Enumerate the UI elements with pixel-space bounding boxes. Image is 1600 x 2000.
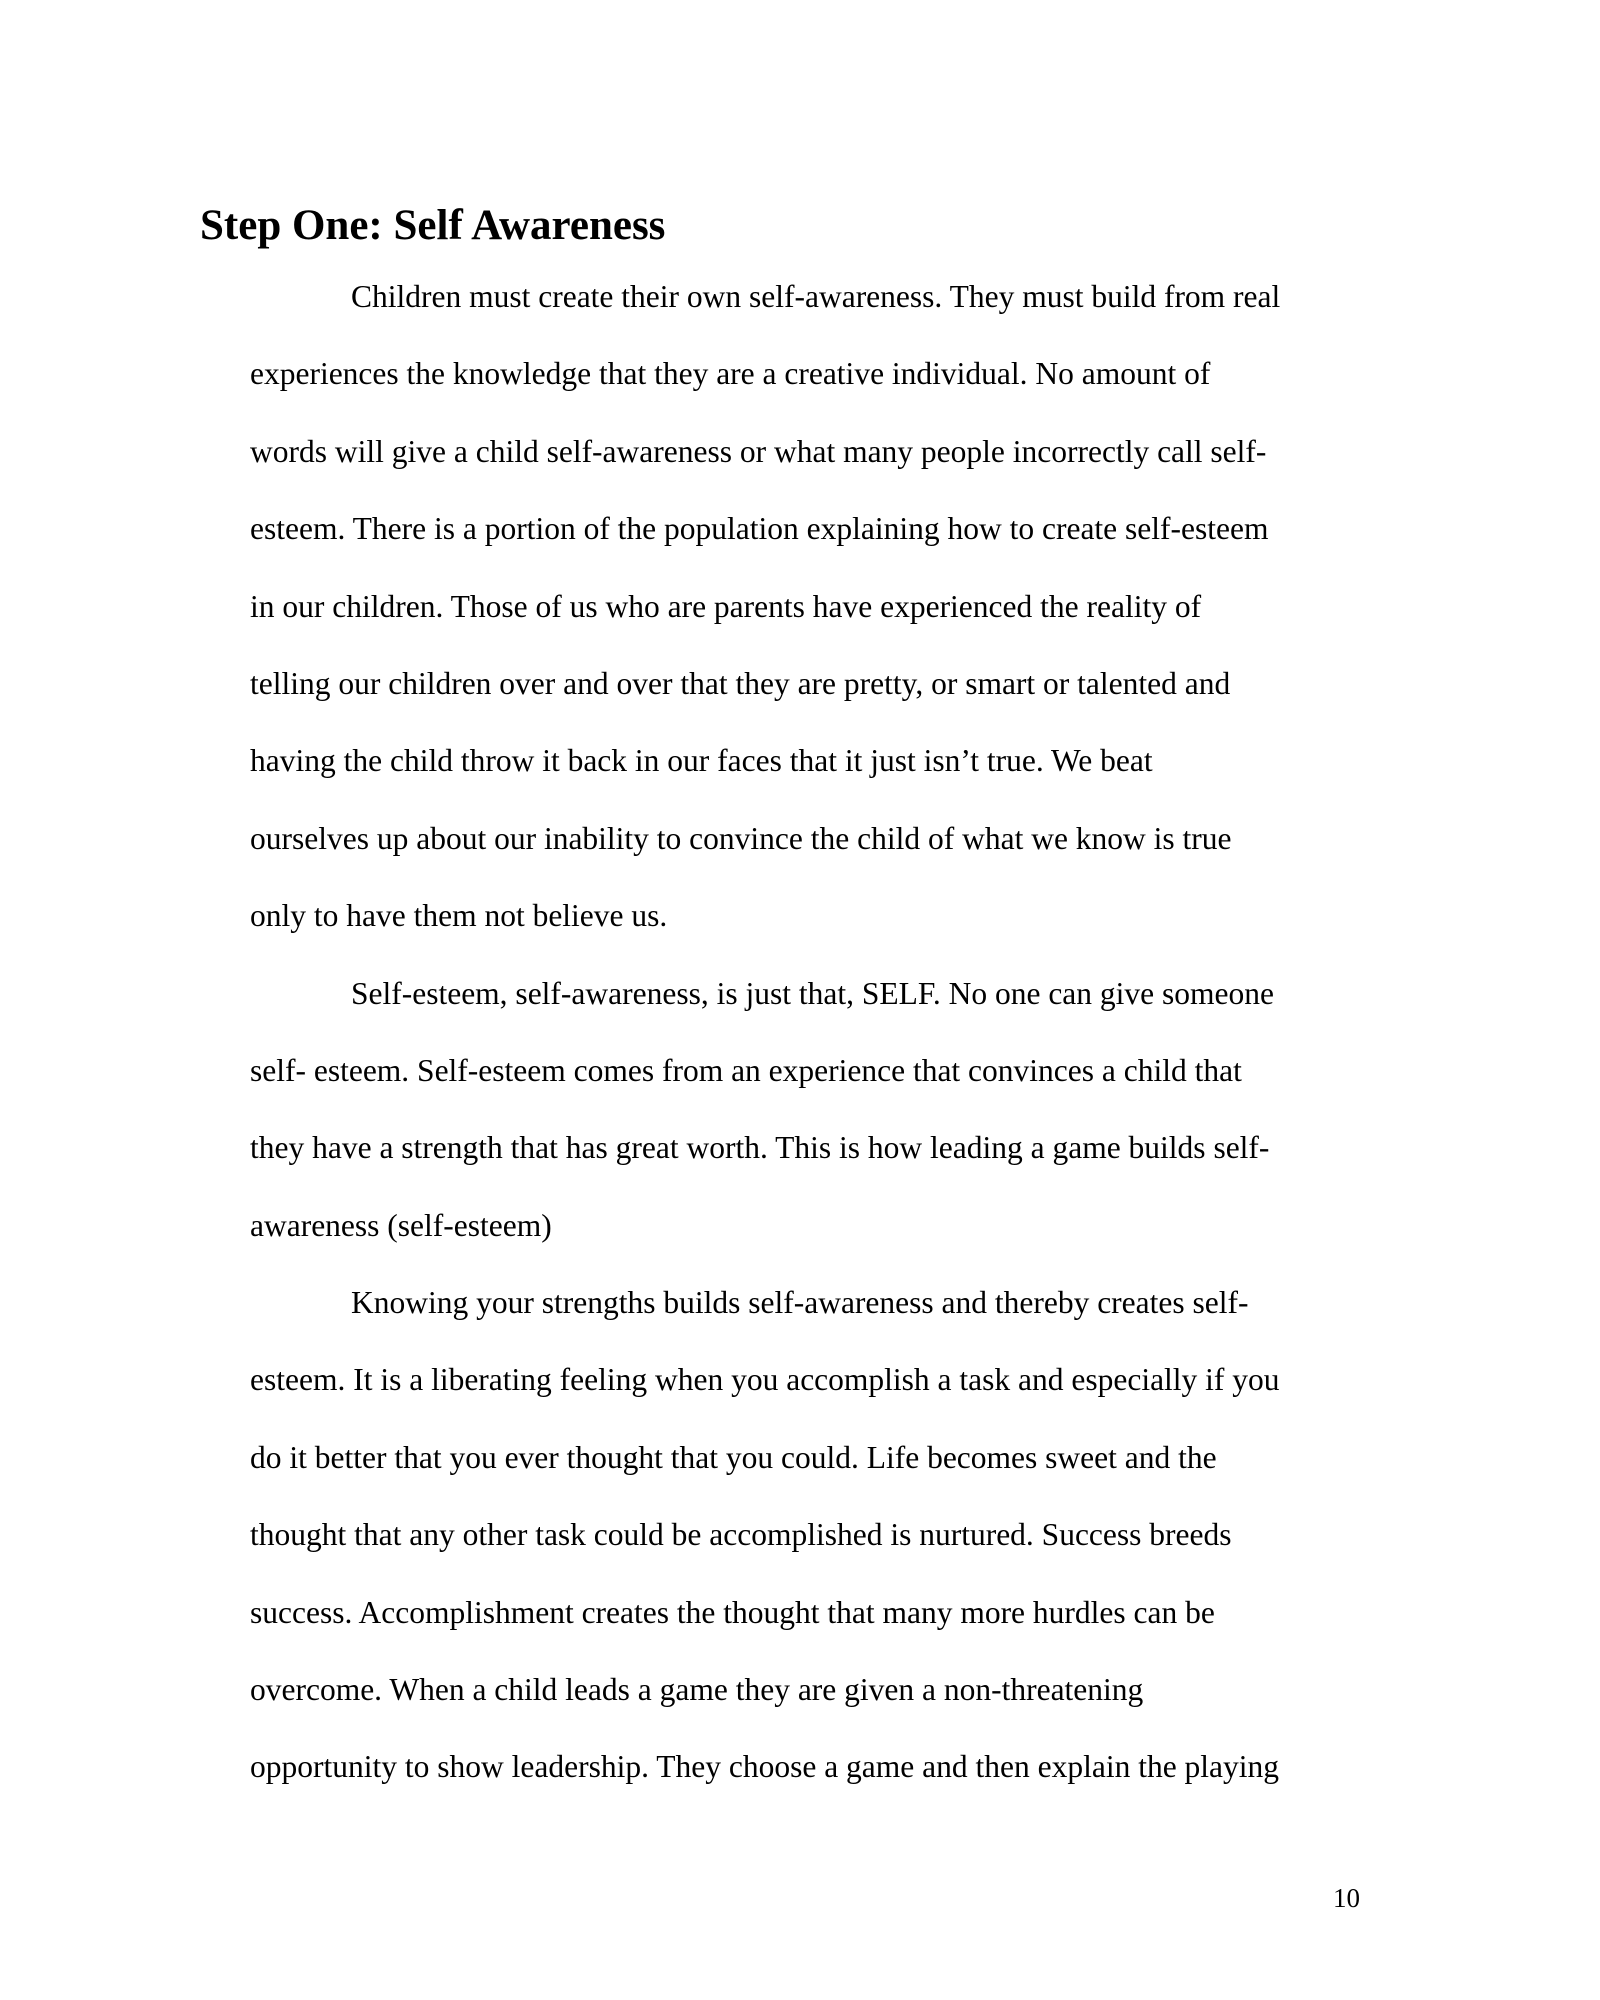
text-line: overcome. When a child leads a game they are given a non-threatening bbox=[250, 1672, 1144, 1708]
text-line: only to have them not believe us. bbox=[250, 898, 668, 934]
text-line: do it better that you ever thought that you could. Life becomes sweet and the bbox=[250, 1439, 1217, 1475]
text-line: in our children. Those of us who are parents have experienced the reality of bbox=[250, 588, 1202, 624]
page-number: 10 bbox=[1333, 1883, 1360, 1913]
text-line: ourselves up about our inability to convince the child of what we know is true bbox=[250, 820, 1232, 856]
text-line: success. Accomplishment creates the thought that many more hurdles can be bbox=[250, 1594, 1215, 1630]
text-line: esteem. There is a portion of the population explaining how to create self-esteem bbox=[250, 511, 1269, 547]
text-line: awareness (self-esteem) bbox=[250, 1207, 552, 1243]
text-line: Self-esteem, self-awareness, is just that, SELF. No one can give someone bbox=[351, 975, 1274, 1011]
text-line: words will give a child self-awareness or what many people incorrectly call self- bbox=[250, 433, 1267, 469]
text-line: telling our children over and over that they are pretty, or smart or talented and bbox=[250, 665, 1231, 701]
text-line: Children must create their own self-awareness. They must build from real bbox=[351, 279, 1281, 314]
text-line: thought that any other task could be accomplished is nurtured. Success breeds bbox=[250, 1517, 1232, 1553]
body-text bbox=[250, 270, 1370, 1818]
text-line: experiences the knowledge that they are a creative individual. No amount of bbox=[250, 356, 1211, 392]
text-line: opportunity to show leadership. They choose a game and then explain the playing bbox=[250, 1749, 1280, 1785]
text-line: they have a strength that has great worth. This is how leading a game builds self- bbox=[250, 1130, 1270, 1166]
text-line: having the child throw it back in our faces that it just isn’t true. We beat bbox=[250, 743, 1153, 779]
section-heading: Step One: Self Awareness bbox=[200, 202, 666, 249]
text-line: self- esteem. Self-esteem comes from an experience that convinces a child that bbox=[250, 1052, 1242, 1088]
text-line: esteem. It is a liberating feeling when you accomplish a task and especially if you bbox=[250, 1362, 1280, 1398]
text-line: Knowing your strengths builds self-awareness and thereby creates self- bbox=[351, 1285, 1249, 1321]
